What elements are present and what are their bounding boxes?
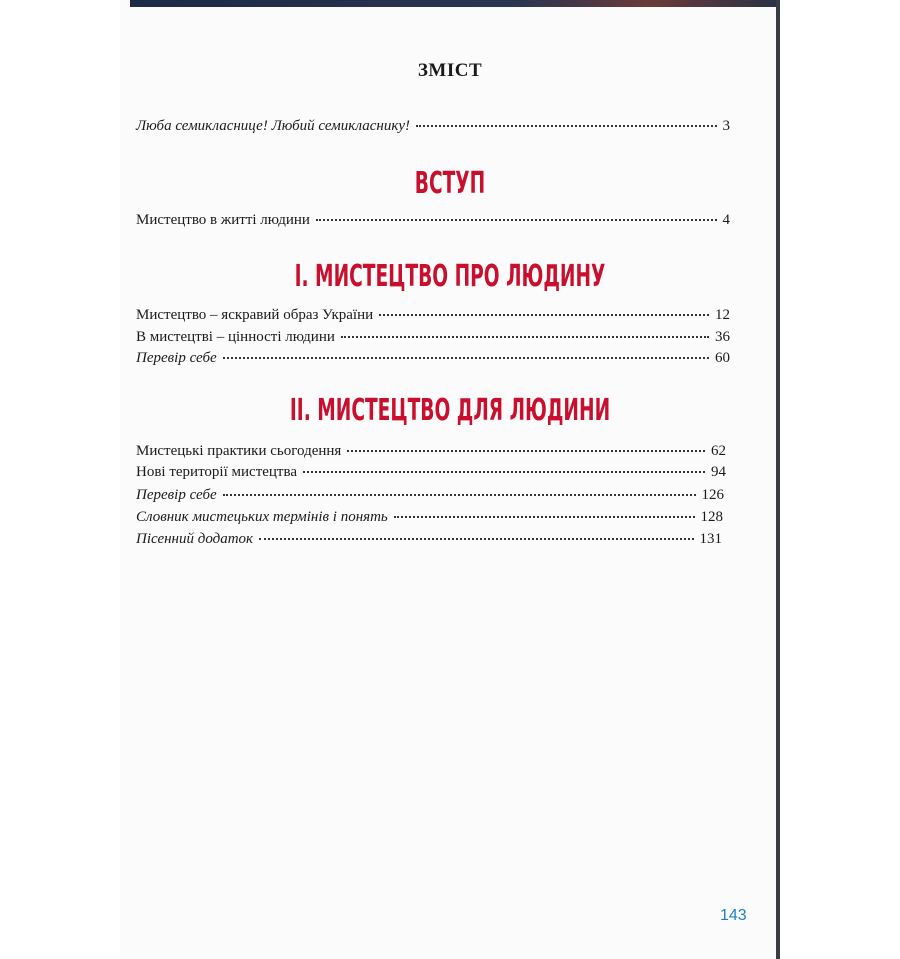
toc-entry [136, 212, 730, 229]
toc-entry [136, 443, 726, 460]
toc-leader-dots [223, 494, 696, 496]
toc-entry-title: Мистецтво в житті людини [136, 212, 310, 228]
toc-entry [136, 464, 726, 481]
toc-entry-title: Мистецтво – яскравий образ України [136, 307, 374, 323]
toc-entry-intro [136, 118, 730, 135]
toc-entry-page: 131 [699, 531, 722, 547]
toc-leader-dots [259, 538, 693, 540]
toc-entry [136, 307, 730, 324]
toc-entry-page: 4 [722, 212, 730, 228]
toc-entry-title: Мистецькі практики сьогодення [136, 443, 342, 459]
section-heading-intro: ВСТУП [414, 166, 486, 201]
toc-entry-title: Словник мистецьких термінів і понять [136, 509, 388, 525]
page-top-edge [130, 0, 780, 7]
section-heading-2: ІІ. МИСТЕЦТВО ДЛЯ ЛЮДИНИ [289, 393, 611, 428]
toc-entry-page: 12 [715, 307, 730, 323]
page-title: ЗМІСТ [417, 60, 483, 81]
toc-leader-dots [223, 357, 709, 359]
page-right-edge [776, 0, 780, 959]
page-number: 143 [720, 907, 747, 924]
toc-entry [136, 509, 723, 526]
toc-entry [136, 329, 730, 346]
toc-entry-page: 128 [700, 509, 723, 525]
toc-entry [136, 531, 722, 548]
toc-leader-dots [347, 450, 705, 452]
toc-entry-page: 126 [701, 487, 724, 503]
toc-entry-page: 3 [722, 118, 730, 134]
toc-leader-dots [303, 471, 705, 473]
toc-entry-title: Люба семикласнице! Любий семикласнику! [136, 118, 411, 134]
toc-entry-page: 60 [715, 350, 730, 366]
section-heading-1: І. МИСТЕЦТВО ПРО ЛЮДИНУ [294, 259, 606, 294]
toc-entry-title: В мистецтві – цінності людини [136, 329, 335, 345]
toc-leader-dots [379, 314, 709, 316]
toc-leader-dots [341, 336, 709, 338]
toc-entry-title: Нові території мистецтва [136, 464, 298, 480]
toc-entry [136, 350, 730, 367]
toc-leader-dots [316, 219, 717, 221]
toc-entry [136, 487, 724, 504]
toc-leader-dots [416, 125, 716, 127]
toc-entry-title: Пісенний додаток [136, 531, 254, 547]
toc-entry-page: 36 [715, 329, 730, 345]
toc-entry-title: Перевір себе [136, 350, 217, 366]
toc-entry-title: Перевір себе [136, 487, 217, 503]
toc-leader-dots [394, 516, 695, 518]
toc-entry-page: 94 [711, 464, 726, 480]
toc-entry-page: 62 [711, 443, 726, 459]
